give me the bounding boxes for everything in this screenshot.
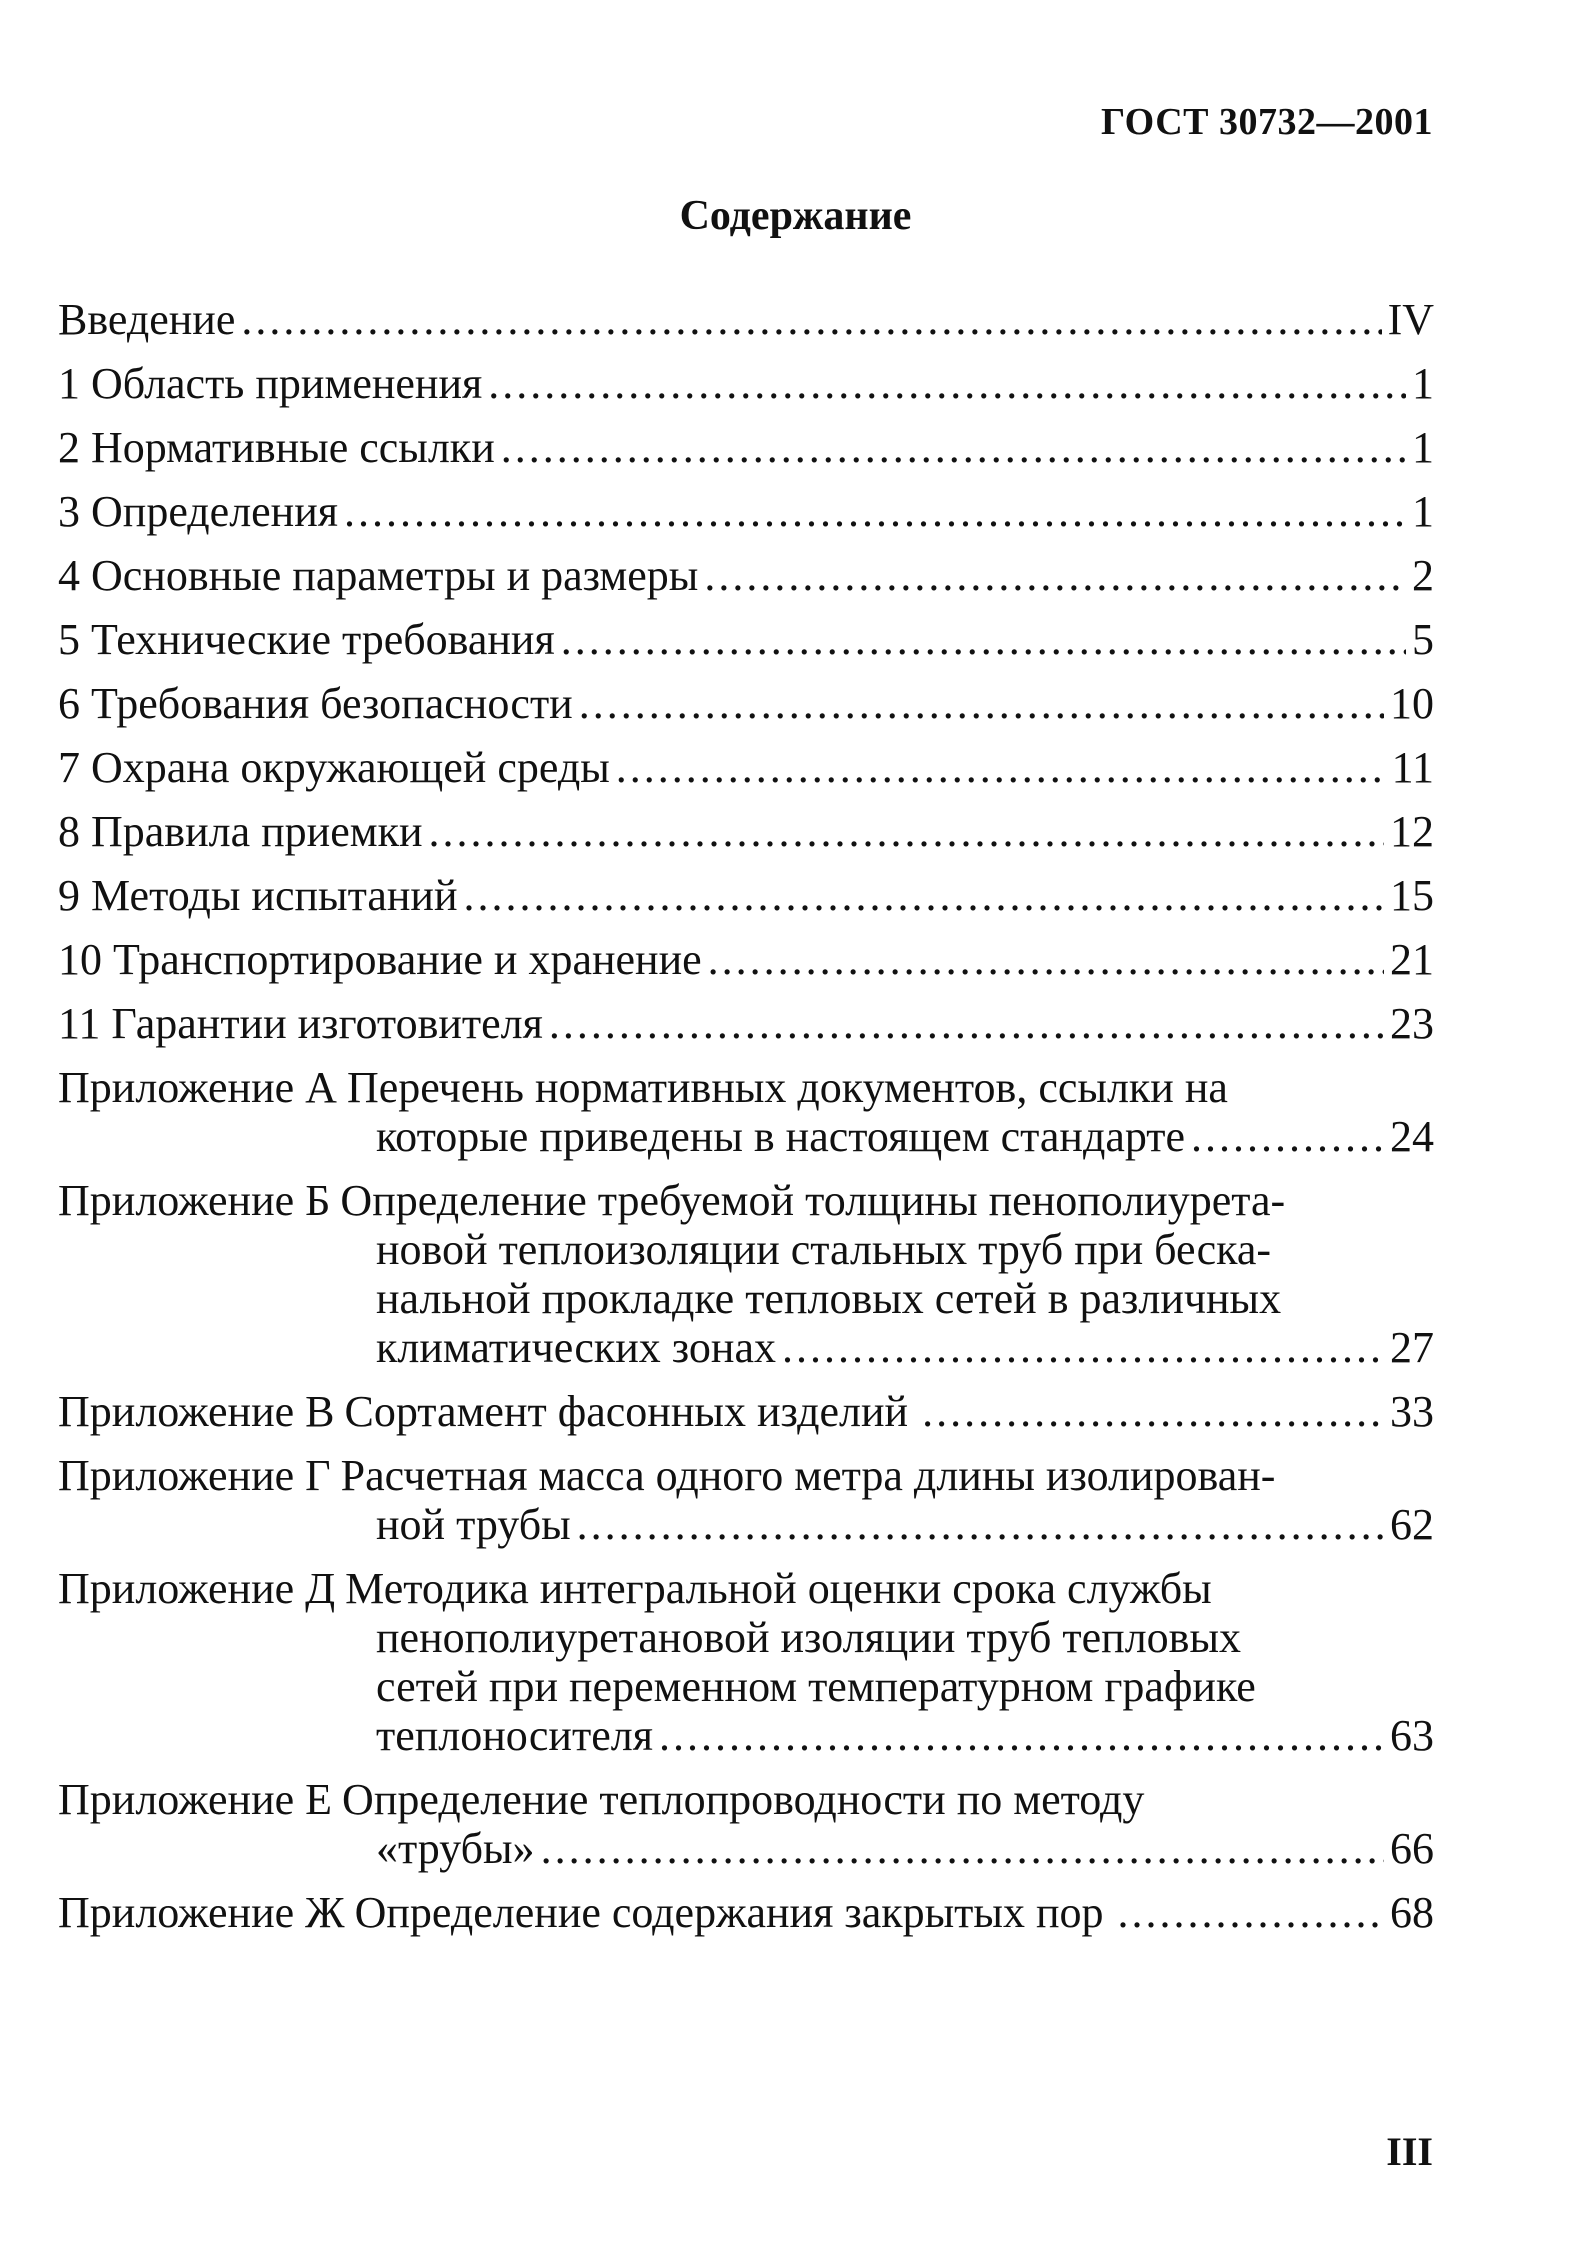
toc-entry-section-7[interactable] [58,743,1434,792]
toc-entry-appendix-a[interactable] [58,1063,1434,1161]
dot-leader [659,1711,1384,1760]
dot-leader [708,935,1384,984]
toc-entry-page: 23 [1390,999,1434,1048]
appendix-label: Приложение Г [58,1451,331,1500]
toc-entry-section-10[interactable] [58,935,1434,984]
toc-entry-title: 9 Методы испытаний [58,871,458,920]
document-code: ГОСТ 30732—2001 [1100,101,1433,143]
appendix-label: Приложение Е [58,1775,333,1824]
dot-leader [577,1500,1384,1549]
page-number: III [1386,2129,1433,2174]
toc-entry-page: 33 [1390,1387,1434,1436]
toc-entry-page: 15 [1390,871,1434,920]
toc-entry-section-11[interactable] [58,999,1434,1048]
toc-entry-page: 27 [1390,1323,1434,1372]
toc-entry-title: 8 Правила приемки [58,807,423,856]
toc-entry-section-8[interactable] [58,807,1434,856]
appendix-label: Приложение В [58,1387,335,1436]
toc-entry-page: 2 [1412,551,1434,600]
appendix-title-line: Определение требуемой толщины пенополиурета- [340,1176,1286,1225]
dot-leader [501,423,1406,472]
toc-entry-title: 7 Охрана окружающей среды [58,743,610,792]
appendix-title-line: Определение теплопроводности по методу [342,1775,1145,1824]
appendix-label: Приложение Ж [58,1888,345,1937]
toc-entry-appendix-zh[interactable] [58,1888,1434,1937]
toc-entry-page: 66 [1390,1824,1434,1873]
toc-entry-page: 1 [1412,423,1434,472]
toc-entry-page: 11 [1391,743,1434,792]
table-of-contents [58,295,1434,1952]
dot-leader [488,359,1406,408]
toc-entry-page: 5 [1412,615,1434,664]
appendix-title-line: новой теплоизоляции стальных труб при беска- [376,1225,1272,1274]
appendix-title-line: пенополиуретановой изоляции труб тепловых [376,1613,1242,1662]
dot-leader [1191,1112,1384,1161]
toc-entry-title: 4 Основные параметры и размеры [58,551,699,600]
toc-entry-title: 5 Технические требования [58,615,555,664]
dot-leader [344,487,1406,536]
dot-leader [1118,1888,1384,1937]
toc-entry-title: Введение [58,295,236,344]
dot-leader [579,679,1384,728]
toc-entry-section-4[interactable] [58,551,1434,600]
toc-entry-introduction[interactable] [58,295,1434,344]
toc-entry-appendix-b[interactable] [58,1176,1434,1372]
toc-entry-page: 1 [1412,359,1434,408]
toc-entry-page: 24 [1390,1112,1434,1161]
toc-entry-page: IV [1387,295,1434,344]
toc-entry-section-3[interactable] [58,487,1434,536]
appendix-title-line: «трубы» [376,1824,535,1873]
toc-entry-section-5[interactable] [58,615,1434,664]
toc-entry-page: 10 [1390,679,1434,728]
appendix-title-line: Определение содержания закрытых пор [354,1888,1104,1937]
toc-entry-appendix-d[interactable] [58,1564,1434,1760]
appendix-title-line: которые приведены в настоящем стандарте [376,1112,1186,1161]
appendix-title-line: теплоносителя [376,1711,653,1760]
appendix-title-line: сетей при переменном температурном графике [376,1662,1256,1711]
toc-entry-page: 63 [1390,1711,1434,1760]
appendix-title-line: Перечень нормативных документов, ссылки на [346,1063,1228,1112]
dot-leader [561,615,1406,664]
toc-entry-appendix-g[interactable] [58,1451,1434,1549]
toc-entry-section-6[interactable] [58,679,1434,728]
appendix-title-line: Методика интегральной оценки срока службы [345,1564,1212,1613]
toc-entry-appendix-e[interactable] [58,1775,1434,1873]
toc-title: Содержание [679,193,912,239]
toc-entry-appendix-v[interactable] [58,1387,1434,1436]
toc-entry-section-9[interactable] [58,871,1434,920]
appendix-title-line: климатических зонах [376,1323,776,1372]
toc-entry-title: 10 Транспортирование и хранение [58,935,702,984]
dot-leader [922,1387,1384,1436]
appendix-title-line: Расчетная масса одного метра длины изолирован- [340,1451,1276,1500]
dot-leader [241,295,1381,344]
toc-entry-title: 6 Требования безопасности [58,679,573,728]
toc-entry-page: 1 [1412,487,1434,536]
dot-leader [782,1323,1384,1372]
appendix-label: Приложение А [58,1063,337,1112]
toc-entry-section-2[interactable] [58,423,1434,472]
dot-leader [429,807,1384,856]
toc-entry-page: 12 [1390,807,1434,856]
appendix-label: Приложение Д [58,1564,336,1613]
appendix-title-line: ной трубы [376,1500,571,1549]
dot-leader [541,1824,1384,1873]
appendix-label: Приложение Б [58,1176,331,1225]
dot-leader [549,999,1384,1048]
toc-entry-page: 68 [1390,1888,1434,1937]
toc-entry-title: 2 Нормативные ссылки [58,423,495,472]
toc-entry-page: 21 [1390,935,1434,984]
toc-entry-page: 62 [1390,1500,1434,1549]
toc-entry-section-1[interactable] [58,359,1434,408]
toc-entry-title: 3 Определения [58,487,339,536]
dot-leader [616,743,1386,792]
toc-entry-title: 1 Область применения [58,359,483,408]
dot-leader [464,871,1384,920]
toc-entry-title: 11 Гарантии изготовителя [58,999,543,1048]
appendix-title-line: Сортамент фасонных изделий [344,1387,909,1436]
dot-leader [704,551,1406,600]
appendix-title-line: нальной прокладке тепловых сетей в различных [376,1274,1282,1323]
